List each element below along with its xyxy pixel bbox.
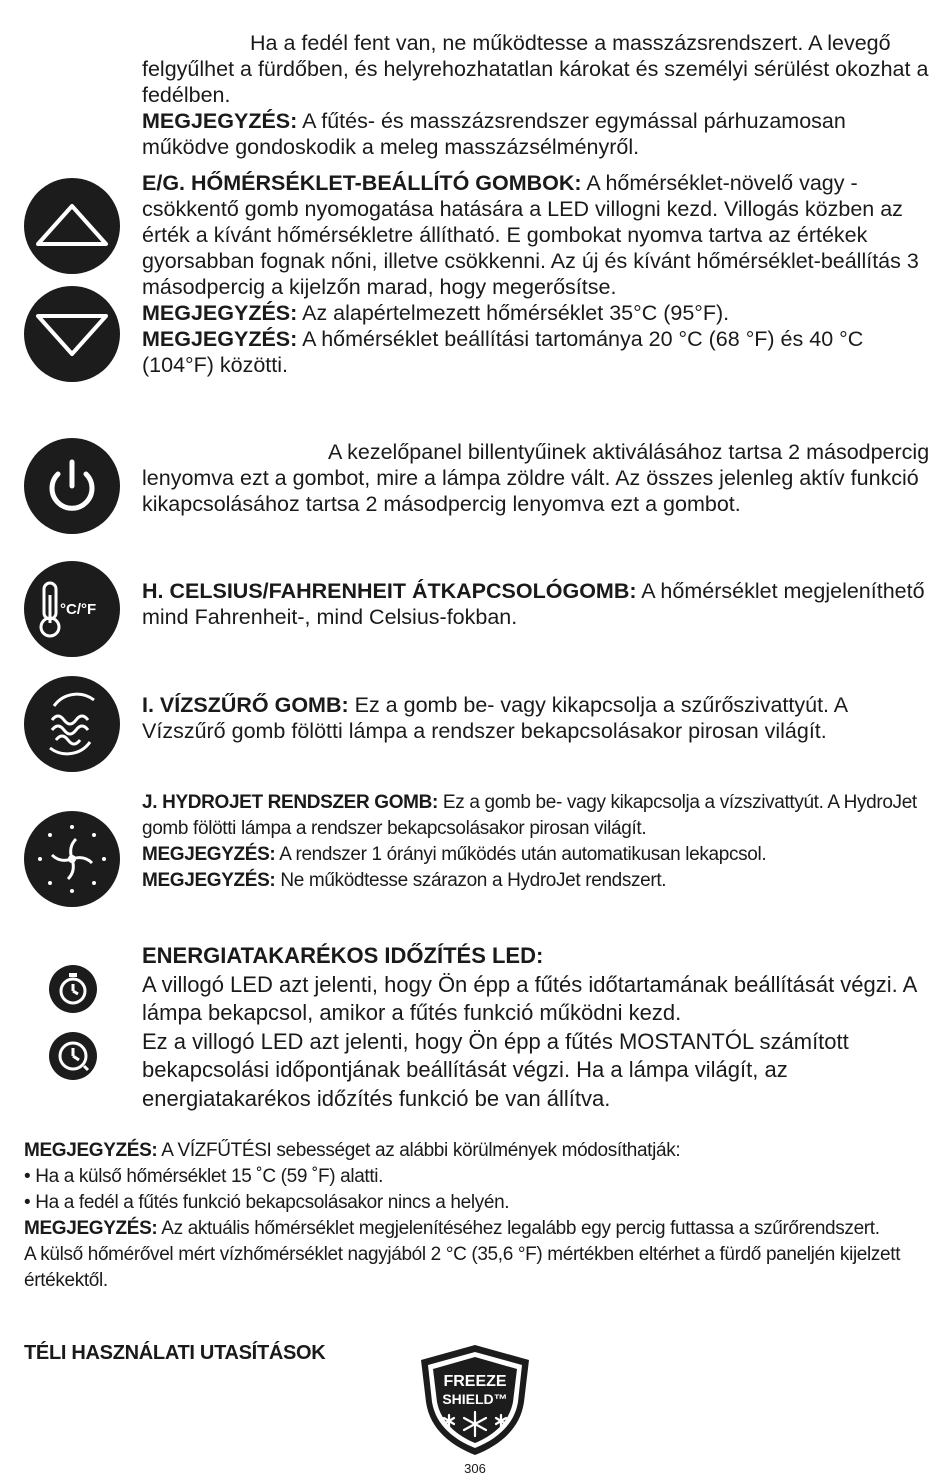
temp-buttons-block (142, 170, 932, 378)
power-icon (24, 438, 120, 534)
winter-title: TÉLI HASZNÁLATI UTASÍTÁSOK (24, 1342, 326, 1364)
note-text: A fűtés- és masszázsrendszer egymással párhuzamosan működve gondoskodik a meleg masszázsélményről. (142, 109, 846, 159)
bottom-notes (24, 1138, 934, 1294)
note-label: MEGJEGYZÉS: (142, 327, 298, 351)
power-paragraph (142, 439, 932, 517)
bottom-text: A külső hőmérővel mért vízhőmérséklet nagyjából 2 °C (35,6 °F) mértékben eltérhet a fürdő paneljén kijelzett értékektől. (24, 1244, 901, 1291)
up-arrow-icon (24, 178, 120, 274)
badge-line-2: SHIELD™ (442, 1391, 508, 1407)
timer-icon (49, 965, 97, 1013)
note-text: Az alapértelmezett hőmérséklet 35°C (95°F). (297, 301, 730, 325)
energy-text-1: A villogó LED azt jelenti, hogy Ön épp a fűtés időtartamának beállítását végzi. A lámpa bekapcsol, amikor a fűtés funkció működni kezd. (142, 971, 917, 1025)
temp-note-2 (142, 326, 932, 378)
note-label: MEGJEGYZÉS: (142, 844, 276, 865)
energy-title-text: ENERGIATAKARÉKOS IDŐZÍTÉS LED: (142, 943, 544, 968)
temp-buttons-title: E/G. HŐMÉRSÉKLET-BEÁLLÍTÓ GOMBOK: (142, 171, 582, 195)
thermometer-icon (24, 561, 120, 657)
down-arrow-icon (24, 286, 120, 382)
hydrojet-title: J. HYDROJET RENDSZER GOMB: (142, 792, 438, 813)
hydrojet-note-1 (142, 842, 932, 868)
intro-note (142, 108, 932, 160)
power-block (142, 439, 932, 517)
page-number: 306 (464, 1461, 486, 1476)
note-text: A hőmérséklet beállítási tartománya 20 °C (68 °F) és 40 °C (104°F) közötti. (142, 327, 864, 377)
bullet-2: • Ha a fedél a fűtés funkció bekapcsolásakor nincs a helyén. (24, 1192, 510, 1213)
celsius-paragraph (142, 578, 932, 630)
temp-buttons-text: A hőmérséklet-növelő vagy -csökkentő gomb nyomogatása hatására a LED villogni kezd. Villogás közben az érték a kívánt hőmérsékletre állítható. E gombokat nyomva tartva az értékek gyorsabban fognak nőni, illetve csökkenni. Az új és kívánt hőmérséklet-beállítás 3 másodpercig a kijelzőn marad, hogy megerősítse. (142, 171, 919, 299)
energy-text-2: Ez a villogó LED azt jelenti, hogy Ön épp a fűtés MOSTANTÓL számított bekapcsolási időpontjának beállítását végzi. Ha a lámpa világít, az energiatakarékos időzítés funkció be van állítva. (142, 1028, 849, 1111)
temp-note-1 (142, 300, 932, 326)
energy-title (142, 942, 932, 971)
celsius-block (142, 578, 932, 630)
note-label: MEGJEGYZÉS: (24, 1140, 158, 1161)
celsius-text: A hőmérséklet megjeleníthető mind Fahrenheit-, mind Celsius-fokban. (142, 579, 925, 629)
water-filter-icon (24, 676, 120, 772)
hydrojet-block (142, 790, 932, 894)
intro-paragraph (142, 30, 932, 108)
bottom-note-2 (24, 1216, 934, 1242)
clock-icon (49, 1032, 97, 1080)
temp-buttons-paragraph (142, 170, 932, 300)
intro-block (142, 30, 932, 160)
filter-paragraph (142, 692, 932, 744)
filter-block (142, 692, 932, 744)
freeze-shield-badge (416, 1342, 534, 1458)
note-label: MEGJEGYZÉS: (142, 870, 276, 891)
note-text: Ne működtesse szárazon a HydroJet rendszert. (275, 870, 667, 891)
note-text: A rendszer 1 órányi működés után automatikusan lekapcsol. (275, 844, 767, 865)
energy-block (142, 942, 932, 1113)
note-label: MEGJEGYZÉS: (24, 1218, 158, 1239)
celsius-title: H. CELSIUS/FAHRENHEIT ÁTKAPCSOLÓGOMB: (142, 579, 637, 603)
hydrojet-text: Ez a gomb be- vagy kikapcsolja a vízszivattyút. A HydroJet gomb fölötti lámpa a rendszer bekapcsolásakor pirosan világít. (142, 792, 917, 839)
filter-title: I. VÍZSZŰRŐ GOMB: (142, 693, 349, 717)
hydrojet-note-2 (142, 868, 932, 894)
note-text: Az aktuális hőmérséklet megjelenítéséhez legalább egy percig futtassa a szűrőrendszert. (157, 1218, 880, 1239)
badge-line-1: FREEZE (443, 1373, 507, 1390)
hydrojet-icon (24, 811, 120, 907)
intro-text: Ha a fedél fent van, ne működtesse a masszázsrendszert. A levegő felgyűlhet a fürdőben, és helyrehozhatatlan károkat és személyi sérülést okozhat a fedélben. (142, 31, 929, 107)
note-text: A VÍZFŰTÉSI sebességet az alábbi körülmények módosíthatják: (157, 1140, 681, 1161)
hydrojet-paragraph (142, 790, 932, 842)
note-label: MEGJEGYZÉS: (142, 109, 298, 133)
thermometer-icon-text: °C/°F (60, 601, 97, 618)
filter-text: Ez a gomb be- vagy kikapcsolja a szűrőszivattyút. A Vízszűrő gomb fölötti lámpa a rendszer bekapcsolásakor pirosan világít. (142, 693, 847, 743)
note-label: MEGJEGYZÉS: (142, 301, 298, 325)
bullet-1: • Ha a külső hőmérséklet 15 ˚C (59 ˚F) alatti. (24, 1166, 384, 1187)
power-text: A kezelőpanel billentyűinek aktiválásához tartsa 2 másodpercig lenyomva ezt a gombot, mire a lámpa zöldre vált. Az összes jelenleg aktív funkció kikapcsolásához tartsa 2 másodpercig lenyomva ezt a gombot. (142, 440, 930, 516)
bottom-note-1 (24, 1138, 934, 1164)
